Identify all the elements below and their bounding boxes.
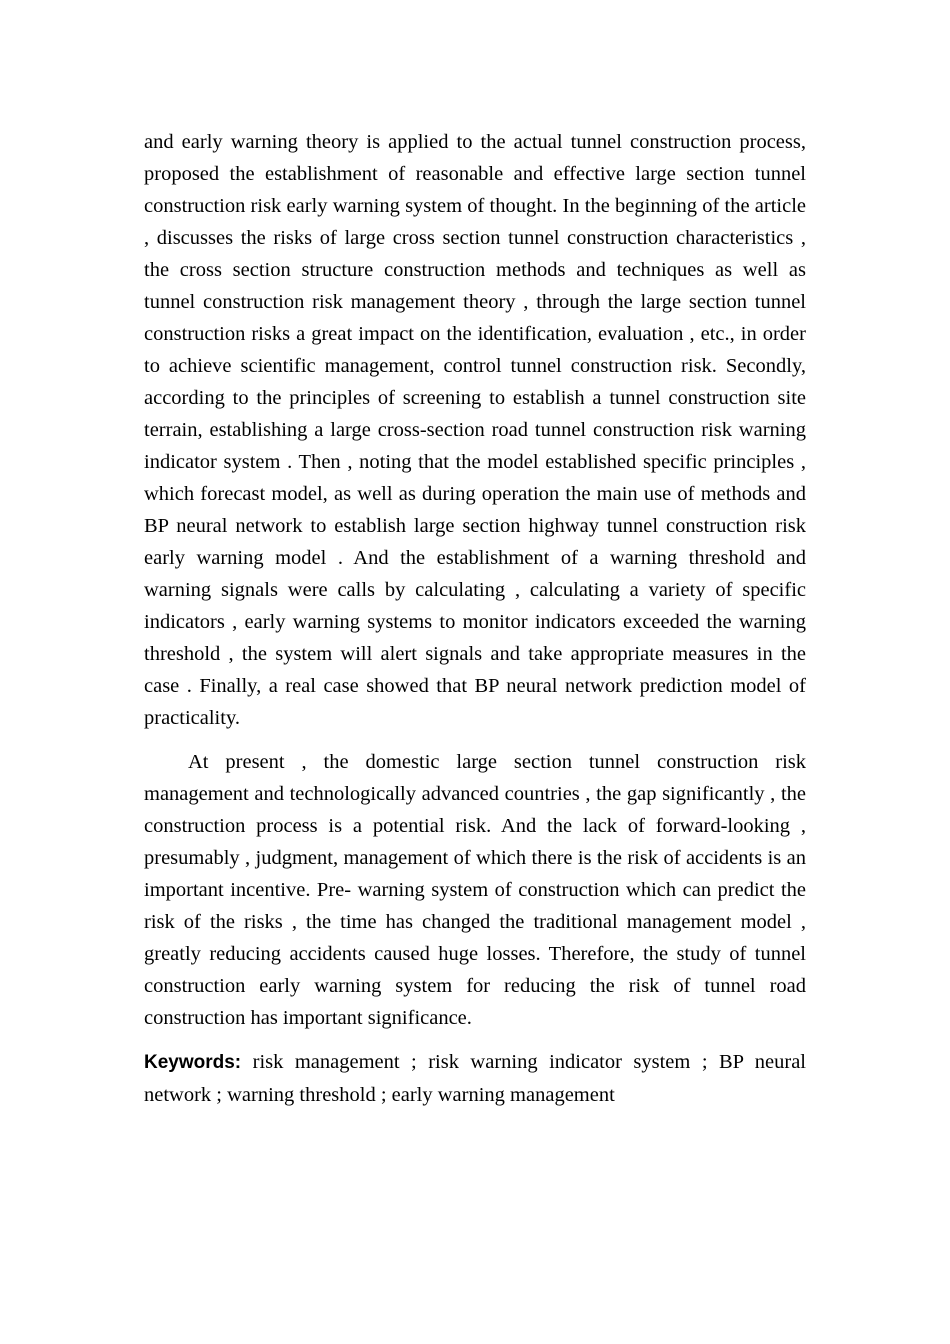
keywords-label: Keywords: [144, 1052, 242, 1073]
document-page [144, 126, 806, 1123]
keywords-line [144, 1046, 806, 1111]
keywords-text: risk management ; risk warning indicator system ; BP neural network ; warning threshold ; early warning management [144, 1051, 806, 1106]
abstract-paragraph-2: At present , the domestic large section tunnel construction risk management and technologically advanced countries , the gap significantly , the construction process is a potential risk. And the lack of forward-looking , presumably , judgment, management of which there is the risk of accidents is an important incentive. Pre- warning system of construction which can predict the risk of the risks , the time has changed the traditional management model , greatly reducing accidents caused huge losses. Therefore, the study of tunnel construction early warning system for reducing the risk of tunnel road construction has important significance. [144, 751, 806, 1029]
abstract-paragraph-1: and early warning theory is applied to the actual tunnel construction process, proposed the establishment of reasonable and effective large section tunnel construction risk early warning system of thought. In the beginning of the article , discusses the risks of large cross section tunnel construction characteristics , the cross section structure construction methods and techniques as well as tunnel construction risk management theory , through the large section tunnel construction risks a great impact on the identification, evaluation , etc., in order to achieve scientific management, control tunnel construction risk. Secondly, according to the principles of screening to establish a tunnel construction site terrain, establishing a large cross-section road tunnel construction risk warning indicator system . Then , noting that the model established specific principles , which forecast model, as well as during operation the main use of methods and BP neural network to establish large section highway tunnel construction risk early warning model . And the establishment of a warning threshold and warning signals were calls by calculating , calculating a variety of specific indicators , early warning systems to monitor indicators exceeded the warning threshold , the system will alert signals and take appropriate measures in the case . Finally, a real case showed that BP neural network prediction model of practicality. [144, 131, 806, 729]
